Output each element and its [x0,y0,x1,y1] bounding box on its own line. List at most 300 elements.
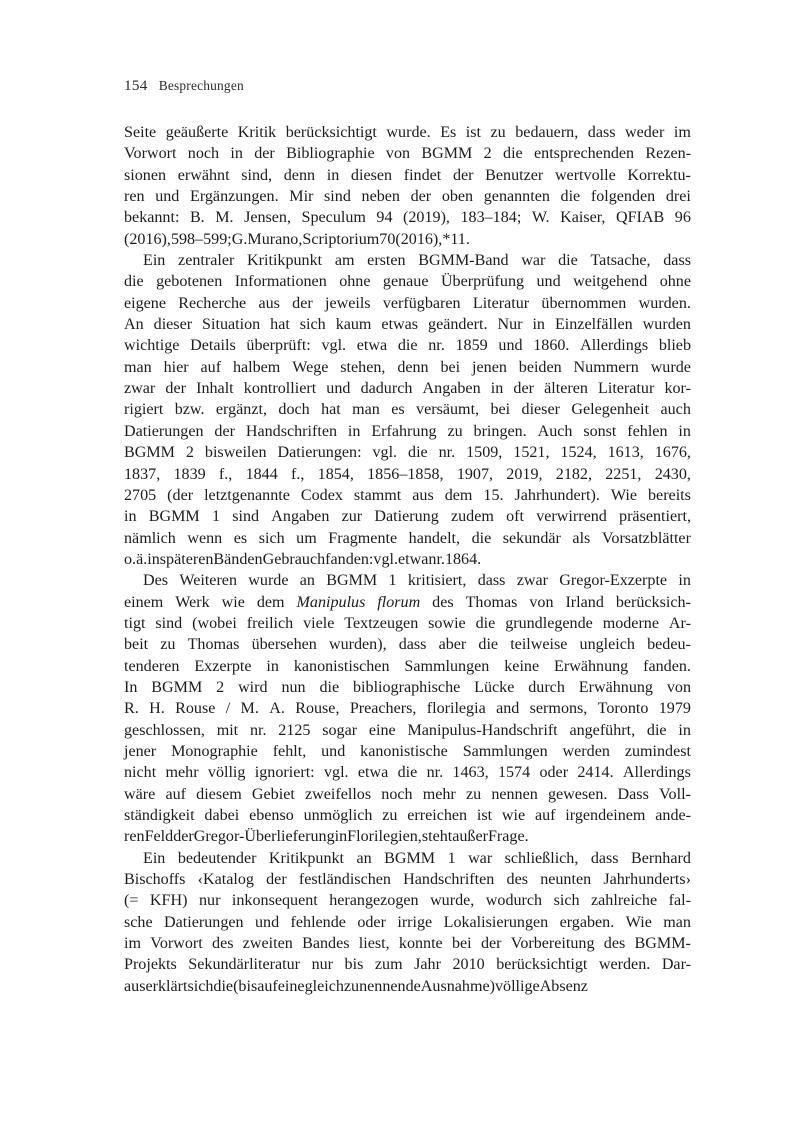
word: Details [190,337,236,355]
text-line [124,656,691,677]
word: man [124,358,152,376]
word: 2705 [124,486,157,504]
word: des [506,871,528,889]
word: sonst [583,422,617,440]
word: denn [397,358,429,376]
word: Angaben [271,508,330,526]
word: sind [232,508,260,526]
word: berücksich- [615,593,691,611]
text-line [124,826,691,847]
word: Handschriften [245,422,338,440]
word: neunten [540,871,592,889]
word: berücksichtigt [496,956,588,974]
word: auf [534,807,556,824]
word: dass [587,124,616,141]
text-line [124,869,691,890]
word: mehr [422,785,456,803]
word: kritisiert, [407,572,467,590]
word: sind [155,614,183,632]
word: wie [501,807,526,824]
word: in [124,508,137,526]
text-line [124,613,691,634]
word: Erwähnung [578,678,653,696]
word: gebotenen [156,273,223,291]
word: zumindest [624,742,691,760]
word: ist [476,807,493,824]
word: der [173,828,194,846]
word: sionen [124,166,167,184]
word: fanden. [643,657,691,675]
text-line [124,293,691,314]
word: Kaiser, [560,209,606,227]
word: wurden [642,316,691,334]
word: in [678,422,691,440]
word: BGMM [124,444,175,462]
word: 15. [483,486,504,504]
word: aus [258,294,280,312]
text-line [124,186,691,207]
word: die [646,721,667,739]
word: jenen [472,358,507,376]
word: Florilegien, [347,828,422,846]
word: genaue [382,273,429,291]
word: blieb [658,337,691,355]
word: 2182, [555,465,592,483]
word: bekannt: [124,209,180,227]
word: Einzelfällen [554,316,633,334]
word: erwähnt [177,166,230,184]
word: Es [440,124,457,141]
word: vgl. [321,337,347,355]
word: Thomas [465,593,518,611]
text-line [124,464,691,485]
word: wäre [124,785,156,803]
word: es [233,529,248,547]
text-line [124,784,691,805]
word: der [254,145,275,163]
word: der [266,871,287,889]
word: 1856–1858, [367,465,444,483]
text-line [124,634,691,655]
word: Dass [617,785,649,803]
paragraph [124,250,691,570]
word: Nummern [573,358,639,376]
word: Feld [144,828,174,846]
word: fehlende [290,913,346,931]
word: und [498,337,523,355]
word: Sammlungen [404,657,490,675]
word: Exzerpte [194,657,252,675]
word: ungleich [579,636,635,654]
word: Lokalisierungen [443,913,549,931]
word: 1864. [444,550,482,568]
word: Recherche [178,294,247,312]
word: Irland [565,593,604,611]
word: (bis [233,977,258,995]
word: Korrektu- [627,166,691,184]
word: Sammlungen [462,742,548,760]
text-line [124,165,691,186]
word: 1613, [607,444,644,462]
word: die [213,977,234,995]
word: zum [374,956,403,974]
word: völlig [207,764,246,782]
word: die [319,678,340,696]
word: in [678,721,691,739]
word: kor- [664,380,691,398]
text-line [124,250,691,271]
word: Gregor-Exzerpte [559,572,668,590]
word: ande- [655,807,691,824]
word: erklärt [145,977,188,995]
word: drei [665,188,691,206]
word: die [503,145,523,163]
word: des [212,935,234,953]
text-line [124,720,691,741]
word: von [666,678,691,696]
word: Inhalt [196,380,234,398]
word: älteren [544,380,588,398]
word: nr. [249,721,267,739]
word: grundlegende [505,614,593,632]
word: nr. [426,764,444,782]
word: Des [143,572,169,590]
word: M. [240,700,259,718]
word: BGMM [148,508,200,526]
word: Preachers, [349,700,417,718]
word: zwar [124,380,156,398]
word: am [334,252,355,270]
text-line [124,570,691,591]
word: florum [377,593,421,611]
word: späteren [159,550,214,568]
word: denn [283,166,316,184]
word: Mir [289,188,314,206]
word: dass [663,252,691,270]
word: stammt [353,486,402,504]
word: geändert. [428,316,488,334]
text-line [124,485,691,506]
word: sind [324,188,351,206]
word: 1574 [497,764,531,782]
word: Manipulus [296,593,366,611]
word: Weiteren [179,572,237,590]
word: im [673,124,691,141]
word: die [408,444,428,462]
word: f., [291,465,305,483]
word: BGMM [421,145,473,163]
word: and [496,700,520,718]
word: vgl. [373,550,398,568]
word: Jahrhundert). [514,486,600,504]
word: geäußerte [165,124,229,141]
word: Tatsache, [590,252,651,270]
word: folgenden [590,188,656,206]
word: freilich [246,614,294,632]
word: wichtige [124,337,180,355]
word: BGMM [384,849,436,867]
word: Frage. [487,828,529,846]
word: 2430, [654,465,691,483]
word: 1 [388,572,397,590]
word: schließlich, [504,849,579,867]
word: weitgehend [573,273,648,291]
text-line [124,976,691,997]
word: (der [167,486,194,504]
word: o. [124,550,137,568]
word: Datierung [374,508,439,526]
word: Rezen- [645,145,691,163]
word: (2016), [395,230,443,248]
word: festländischen [298,871,391,889]
word: fehlt, [272,742,307,760]
word: die [124,273,144,291]
word: Benutzer [485,166,544,184]
word: Textzeugen [344,614,419,632]
word: Wie [625,913,652,931]
word: W. [531,209,550,227]
word: geschlossen, [124,721,205,739]
word: und [254,913,280,931]
word: Ar- [668,614,691,632]
word: Angaben [422,380,481,398]
word: sekundär [502,529,561,547]
word: und [155,188,180,206]
text-line [124,592,691,613]
word: kontrolliert [243,380,317,398]
word: 2414. [577,764,614,782]
word: auf [257,977,278,995]
word: wurde [650,358,691,376]
word: eine [277,977,305,995]
word: beiden [518,358,562,376]
word: ren [124,188,145,206]
word: etwas [381,316,419,334]
word: Rouse, [295,700,340,718]
word: Vorbereitung [510,935,595,953]
word: Jahrhunderts› [603,871,691,889]
word: Bibliographie [286,145,375,163]
word: sich [553,892,580,910]
word: in [490,380,504,398]
word: Ausnahme) [420,977,495,995]
text-line [124,442,691,463]
word: H. [149,700,165,718]
word: Absenz [539,977,588,995]
word: übernommen [541,294,627,312]
word: noch [381,785,413,803]
word: neben [361,188,400,206]
word: ergänzt, [215,401,267,419]
text-line [124,271,691,292]
word: ren [124,828,145,846]
word: Auch [537,422,573,440]
word: Kritikpunkt [268,849,345,867]
word: eigene [124,294,166,312]
word: Bernhard [631,849,691,867]
word: zu [465,785,482,803]
word: zu [447,422,463,440]
word: Lücke [474,678,515,696]
word: Thomas [187,636,240,654]
word: handelt, [408,529,461,547]
word: dass [477,572,506,590]
word: nur [198,892,221,910]
word: bringen. [473,422,527,440]
word: Sekundärliteratur [188,956,301,974]
word: Überprüfung [440,273,525,291]
word: überprüft: [246,337,311,355]
word: Situation [202,316,261,334]
word: Speculum [301,209,366,227]
word: sind, [241,166,273,184]
word: Kritik [237,124,277,141]
word: ergaben. [559,913,615,931]
word: jener [124,742,157,760]
word: zu [160,636,176,654]
word: zu [382,807,398,824]
word: herangezogen [329,892,419,910]
word: bisweilen [204,444,267,462]
word: Datierungen [124,422,204,440]
word: (2016), [124,230,171,248]
word: wurden), [328,636,387,654]
word: sermons, [529,700,588,718]
word: der [410,188,432,206]
word: doch [278,401,310,419]
word: Scriptorium [302,230,380,248]
text-line [124,207,691,228]
word: steht [421,828,453,846]
running-head [124,78,690,94]
word: findet [403,166,442,184]
word: Ein [143,849,166,867]
word: Nur [497,316,523,334]
word: dadurch [360,380,413,398]
word: dieser [521,401,560,419]
word: aber [438,636,467,654]
word: in [347,422,361,440]
word: Erfahrung [371,422,437,440]
word: 2 [483,145,492,163]
word: weder [625,124,665,141]
word: moderne [602,614,659,632]
text-line [124,954,691,975]
word: Bänden [213,550,263,568]
word: zudem [450,508,494,526]
word: werden [562,742,610,760]
word: noch [187,145,220,163]
word: verfügbaren [382,294,461,312]
word: dass [590,849,619,867]
word: Werk [175,593,210,611]
word: Monographie [171,742,258,760]
text-line [124,357,691,378]
word: sich [299,316,326,334]
word: wird [238,678,268,696]
word: entsprechenden [534,145,635,163]
word: ständigkeit [124,807,195,824]
word: BGMM [326,572,378,590]
word: 1676, [654,444,691,462]
word: Vorwort [124,145,177,163]
text-line [124,848,691,869]
word: auf [165,785,186,803]
word: Gebrauch [262,550,326,568]
word: jeweils [324,294,371,312]
word: rigiert [124,401,164,419]
word: an [299,572,315,590]
word: beit [124,636,149,654]
word: in [532,316,545,334]
word: in [334,828,348,846]
word: und [326,380,351,398]
word: zu [343,977,360,995]
word: gleich [304,977,344,995]
word: In [124,678,138,696]
word: 96 [674,209,691,227]
word: zu [490,124,506,141]
word: auch [660,401,691,419]
text-line [124,528,691,549]
word: in [147,550,160,568]
word: wie [221,593,245,611]
word: sche [124,913,153,931]
word: oben [441,188,474,206]
word: der [480,935,502,953]
word: 2019, [506,465,543,483]
word: man [663,913,691,931]
word: ist [465,124,482,141]
word: kanonistischen [293,657,390,675]
word: nr. [428,550,445,568]
word: hat [321,401,341,419]
word: oft [506,508,524,526]
word: kaum [335,316,372,334]
word: 70 [379,230,396,248]
word: bedauern, [515,124,579,141]
paragraph [124,570,691,847]
word: dieser [153,316,193,334]
word: Gebiet [251,785,295,803]
word: etwa [398,550,429,568]
word: als [572,529,591,547]
word: BGMM- [634,935,691,953]
word: werden. [598,956,651,974]
word: bis [344,956,364,974]
word: wertvolle [554,166,616,184]
word: Bandes [302,935,350,953]
text-line [124,805,691,826]
word: R. [124,700,139,718]
word: aus [412,486,434,504]
word: florilegia [426,700,486,718]
word: um [296,529,317,547]
word: bei [490,401,511,419]
word: man [352,401,380,419]
word: 2010 [452,956,485,974]
word: der [292,294,313,312]
word: 1860. [533,337,570,355]
word: zweifellos [304,785,372,803]
word: dass [398,636,427,654]
word: 1979 [658,700,691,718]
word: fehlen [627,422,668,440]
word: 183–184; [460,209,522,227]
word: dem [256,593,285,611]
word: berücksichtigt [285,124,377,141]
running-head-title: Besprechungen [158,78,244,93]
